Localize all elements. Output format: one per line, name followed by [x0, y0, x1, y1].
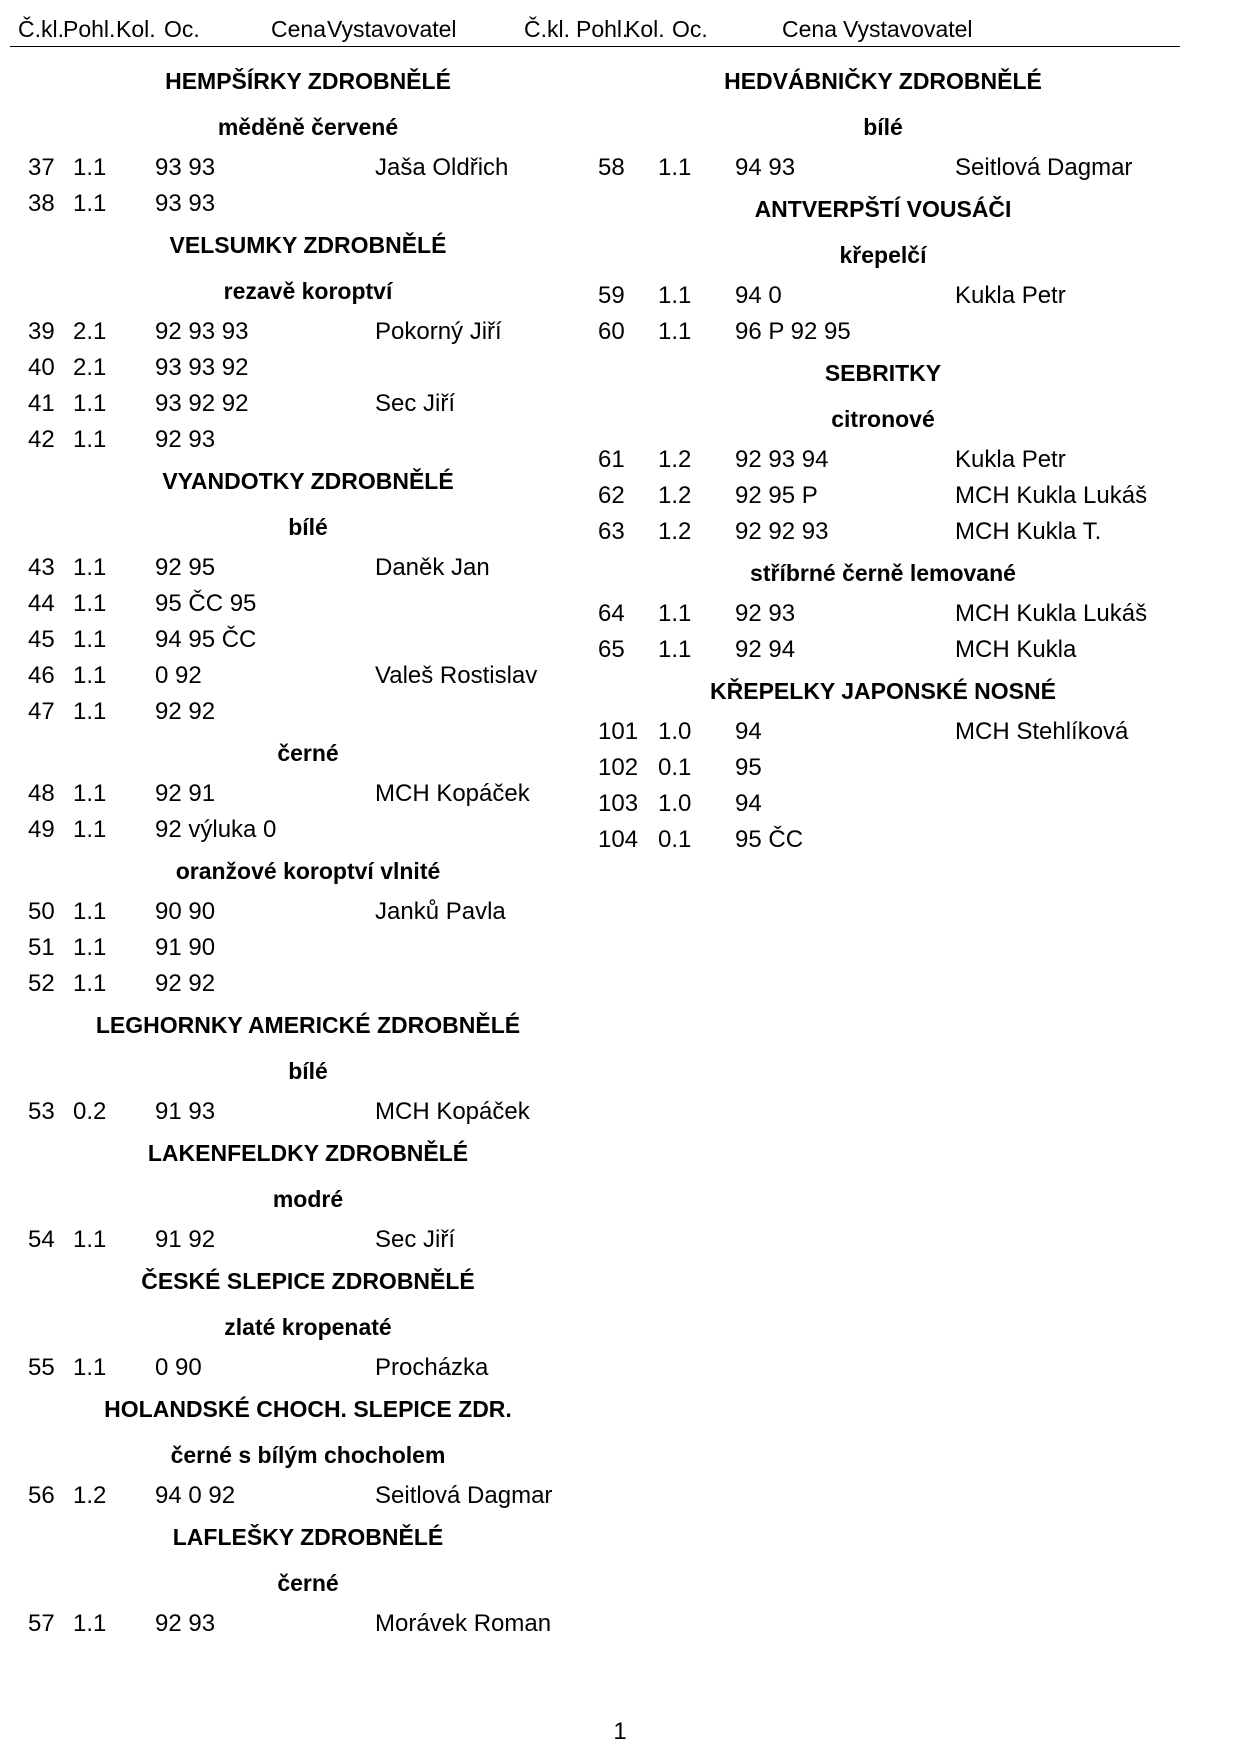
cat-number: 42 — [28, 426, 55, 453]
cat-number: 61 — [598, 446, 625, 473]
cat-number: 56 — [28, 1482, 55, 1509]
exhibitor-name: Daněk Jan — [375, 554, 490, 581]
cat-number: 38 — [28, 190, 55, 217]
score-values: 91 93 — [155, 1098, 216, 1125]
cat-number: 49 — [28, 816, 55, 843]
score-values: 92 93 — [735, 600, 796, 627]
score-values: 91 92 — [155, 1226, 216, 1253]
cat-number: 50 — [28, 898, 55, 925]
exhibitor-name: Morávek Roman — [375, 1610, 552, 1637]
score-values: 93 93 — [155, 190, 216, 217]
sex-ratio: 1.1 — [658, 282, 692, 309]
page-number: 1 — [613, 1718, 627, 1745]
score-values: 93 93 92 — [155, 354, 249, 381]
table-row — [28, 150, 588, 186]
score-values: 94 95 ČC — [155, 626, 257, 653]
cat-number: 46 — [28, 662, 55, 689]
cat-number: 54 — [28, 1226, 55, 1253]
table-row — [28, 586, 588, 622]
sex-ratio: 2.1 — [73, 354, 107, 381]
cat-number: 64 — [598, 600, 625, 627]
cat-number: 40 — [28, 354, 55, 381]
header-col-price-left: Cena — [271, 16, 326, 42]
table-row — [28, 314, 588, 350]
section-heading: rezavě koroptví — [223, 278, 393, 304]
table-row — [28, 1350, 588, 1386]
header-col-color-right: Kol. — [625, 16, 665, 42]
score-values: 95 ČC — [735, 826, 804, 853]
header-col-sex-left: Pohl. — [63, 16, 116, 42]
table-row — [598, 714, 1168, 750]
sex-ratio: 0.2 — [73, 1098, 107, 1125]
score-values: 92 94 — [735, 636, 796, 663]
cat-number: 52 — [28, 970, 55, 997]
sex-ratio: 1.0 — [658, 790, 692, 817]
section-heading: SEBRITKY — [824, 360, 942, 386]
section-heading: ANTVERPŠTÍ VOUSÁČI — [754, 196, 1012, 222]
sex-ratio: 1.1 — [73, 934, 107, 961]
section-heading: zlaté kropenaté — [224, 1314, 392, 1340]
cat-number: 104 — [598, 826, 639, 853]
score-values: 93 92 92 — [155, 390, 249, 417]
section-heading: oranžové koroptví vlnité — [175, 858, 441, 884]
exhibitor-name: Procházka — [375, 1354, 489, 1381]
section-heading: citronové — [831, 406, 935, 432]
cat-number: 103 — [598, 790, 639, 817]
score-values: 94 — [735, 718, 762, 745]
sex-ratio: 1.1 — [658, 318, 692, 345]
sex-ratio: 2.1 — [73, 318, 107, 345]
score-values: 92 93 94 — [735, 446, 829, 473]
score-values: 94 0 92 — [155, 1482, 236, 1509]
table-row — [28, 386, 588, 422]
score-values: 92 95 P — [735, 482, 818, 509]
header-col-cat-right: Č.kl. — [524, 16, 570, 42]
sex-ratio: 1.1 — [73, 970, 107, 997]
sex-ratio: 1.2 — [658, 446, 692, 473]
exhibitor-name: Kukla Petr — [955, 282, 1066, 309]
table-row — [28, 930, 588, 966]
score-values: 94 93 — [735, 154, 796, 181]
score-values: 92 92 — [155, 970, 216, 997]
exhibitor-name: Jaša Oldřich — [375, 154, 509, 181]
sex-ratio: 0.1 — [658, 754, 692, 781]
table-row — [28, 186, 588, 222]
table-row — [28, 550, 588, 586]
sex-ratio: 1.1 — [73, 626, 107, 653]
sex-ratio: 1.2 — [658, 518, 692, 545]
cat-number: 65 — [598, 636, 625, 663]
score-values: 92 95 — [155, 554, 216, 581]
sex-ratio: 1.0 — [658, 718, 692, 745]
left-column — [28, 58, 588, 1642]
cat-number: 102 — [598, 754, 639, 781]
score-values: 92 92 — [155, 698, 216, 725]
table-row — [28, 694, 588, 730]
exhibitor-name: Kukla Petr — [955, 446, 1066, 473]
section-heading: bílé — [863, 114, 903, 140]
score-values: 92 92 93 — [735, 518, 829, 545]
sex-ratio: 1.1 — [73, 426, 107, 453]
table-row — [598, 822, 1168, 858]
section-heading: VYANDOTKY ZDROBNĚLÉ — [162, 468, 454, 494]
table-row — [598, 478, 1168, 514]
cat-number: 60 — [598, 318, 625, 345]
score-values: 92 93 — [155, 1610, 216, 1637]
exhibitor-name: MCH Kukla Lukáš — [955, 482, 1148, 509]
cat-number: 59 — [598, 282, 625, 309]
section-heading: stříbrné černě lemované — [750, 560, 1016, 586]
exhibitor-name: Janků Pavla — [375, 898, 506, 925]
section-heading: bílé — [288, 514, 328, 540]
exhibitor-name: Pokorný Jiří — [375, 318, 502, 345]
table-row — [28, 658, 588, 694]
table-row — [598, 750, 1168, 786]
cat-number: 51 — [28, 934, 55, 961]
cat-number: 39 — [28, 318, 55, 345]
table-row — [28, 1094, 588, 1130]
sex-ratio: 1.1 — [73, 1610, 107, 1637]
exhibitor-name: Valeš Rostislav — [375, 662, 538, 689]
table-row — [598, 514, 1168, 550]
cat-number: 53 — [28, 1098, 55, 1125]
exhibitor-name: MCH Stehlíková — [955, 718, 1129, 745]
cat-number: 63 — [598, 518, 625, 545]
cat-number: 101 — [598, 718, 639, 745]
header-col-color-left: Kol. — [116, 16, 156, 42]
header-col-price-right: Cena — [782, 16, 837, 42]
section-heading: ČESKÉ SLEPICE ZDROBNĚLÉ — [141, 1268, 475, 1294]
sex-ratio: 1.1 — [73, 1226, 107, 1253]
cat-number: 44 — [28, 590, 55, 617]
sex-ratio: 1.1 — [73, 590, 107, 617]
cat-number: 62 — [598, 482, 625, 509]
section-heading: černé — [277, 740, 339, 766]
cat-number: 57 — [28, 1610, 55, 1637]
table-row — [598, 314, 1168, 350]
cat-number: 58 — [598, 154, 625, 181]
score-values: 92 91 — [155, 780, 216, 807]
sex-ratio: 0.1 — [658, 826, 692, 853]
cat-number: 43 — [28, 554, 55, 581]
table-row — [598, 278, 1168, 314]
sex-ratio: 1.1 — [658, 636, 692, 663]
table-row — [28, 350, 588, 386]
sex-ratio: 1.1 — [73, 662, 107, 689]
table-row — [28, 1478, 588, 1514]
table-row — [598, 442, 1168, 478]
score-values: 95 ČC 95 — [155, 590, 257, 617]
cat-number: 55 — [28, 1354, 55, 1381]
section-heading: černé — [277, 1570, 339, 1596]
section-heading: LAKENFELDKY ZDROBNĚLÉ — [147, 1140, 469, 1166]
section-heading: LAFLEŠKY ZDROBNĚLÉ — [172, 1524, 444, 1550]
table-row — [598, 632, 1168, 668]
header-col-score-left: Oc. — [164, 16, 200, 42]
sex-ratio: 1.1 — [73, 154, 107, 181]
sex-ratio: 1.1 — [73, 1354, 107, 1381]
sex-ratio: 1.2 — [73, 1482, 107, 1509]
score-values: 93 93 — [155, 154, 216, 181]
section-heading: HEMPŠÍRKY ZDROBNĚLÉ — [165, 68, 451, 94]
header-col-sex-right: Pohl. — [576, 16, 629, 42]
score-values: 92 93 — [155, 426, 216, 453]
table-row — [28, 776, 588, 812]
score-values: 94 0 — [735, 282, 782, 309]
table-row — [28, 894, 588, 930]
score-values: 95 — [735, 754, 762, 781]
sex-ratio: 1.1 — [73, 554, 107, 581]
score-values: 96 P 92 95 — [735, 318, 851, 345]
score-values: 0 90 — [155, 1354, 202, 1381]
header-col-score-right: Oc. — [672, 16, 708, 42]
header-col-exhibitor-right: Vystavovatel — [843, 16, 973, 42]
score-values: 94 — [735, 790, 762, 817]
section-heading: křepelčí — [839, 242, 927, 268]
exhibitor-name: MCH Kukla — [955, 636, 1077, 663]
sex-ratio: 1.1 — [73, 780, 107, 807]
sex-ratio: 1.1 — [73, 898, 107, 925]
score-values: 90 90 — [155, 898, 216, 925]
sex-ratio: 1.1 — [73, 390, 107, 417]
section-heading: měděně červené — [217, 114, 399, 140]
section-heading: LEGHORNKY AMERICKÉ ZDROBNĚLÉ — [95, 1012, 521, 1038]
right-column — [598, 58, 1168, 858]
score-values: 92 výluka 0 — [155, 816, 277, 843]
header-rule — [10, 46, 1180, 47]
exhibitor-name: MCH Kopáček — [375, 780, 530, 807]
sex-ratio: 1.1 — [658, 600, 692, 627]
cat-number: 41 — [28, 390, 55, 417]
exhibitor-name: Sec Jiří — [375, 1226, 456, 1253]
cat-number: 47 — [28, 698, 55, 725]
section-heading: černé s bílým chocholem — [170, 1442, 446, 1468]
header-col-cat-left: Č.kl. — [18, 16, 64, 42]
exhibitor-name: MCH Kukla Lukáš — [955, 600, 1148, 627]
table-row — [28, 1222, 588, 1258]
sex-ratio: 1.1 — [73, 816, 107, 843]
score-values: 91 90 — [155, 934, 216, 961]
cat-number: 37 — [28, 154, 55, 181]
score-values: 0 92 — [155, 662, 202, 689]
exhibitor-name: MCH Kukla T. — [955, 518, 1102, 545]
section-heading: VELSUMKY ZDROBNĚLÉ — [169, 232, 447, 258]
table-row — [598, 786, 1168, 822]
sex-ratio: 1.2 — [658, 482, 692, 509]
table-row — [28, 1606, 588, 1642]
cat-number: 45 — [28, 626, 55, 653]
table-row — [598, 150, 1168, 186]
table-row — [598, 596, 1168, 632]
header-col-exhibitor-left: Vystavovatel — [327, 16, 457, 42]
table-row — [28, 812, 588, 848]
section-heading: HEDVÁBNIČKY ZDROBNĚLÉ — [724, 68, 1042, 94]
exhibitor-name: Seitlová Dagmar — [375, 1482, 553, 1509]
sex-ratio: 1.1 — [658, 154, 692, 181]
sex-ratio: 1.1 — [73, 698, 107, 725]
table-row — [28, 422, 588, 458]
table-row — [28, 966, 588, 1002]
cat-number: 48 — [28, 780, 55, 807]
section-heading: bílé — [288, 1058, 328, 1084]
exhibitor-name: Seitlová Dagmar — [955, 154, 1133, 181]
table-row — [28, 622, 588, 658]
exhibitor-name: MCH Kopáček — [375, 1098, 530, 1125]
sex-ratio: 1.1 — [73, 190, 107, 217]
section-heading: KŘEPELKY JAPONSKÉ NOSNÉ — [710, 678, 1056, 704]
section-heading: modré — [272, 1186, 344, 1212]
section-heading: HOLANDSKÉ CHOCH. SLEPICE ZDR. — [104, 1396, 512, 1422]
score-values: 92 93 93 — [155, 318, 249, 345]
exhibitor-name: Sec Jiří — [375, 390, 456, 417]
